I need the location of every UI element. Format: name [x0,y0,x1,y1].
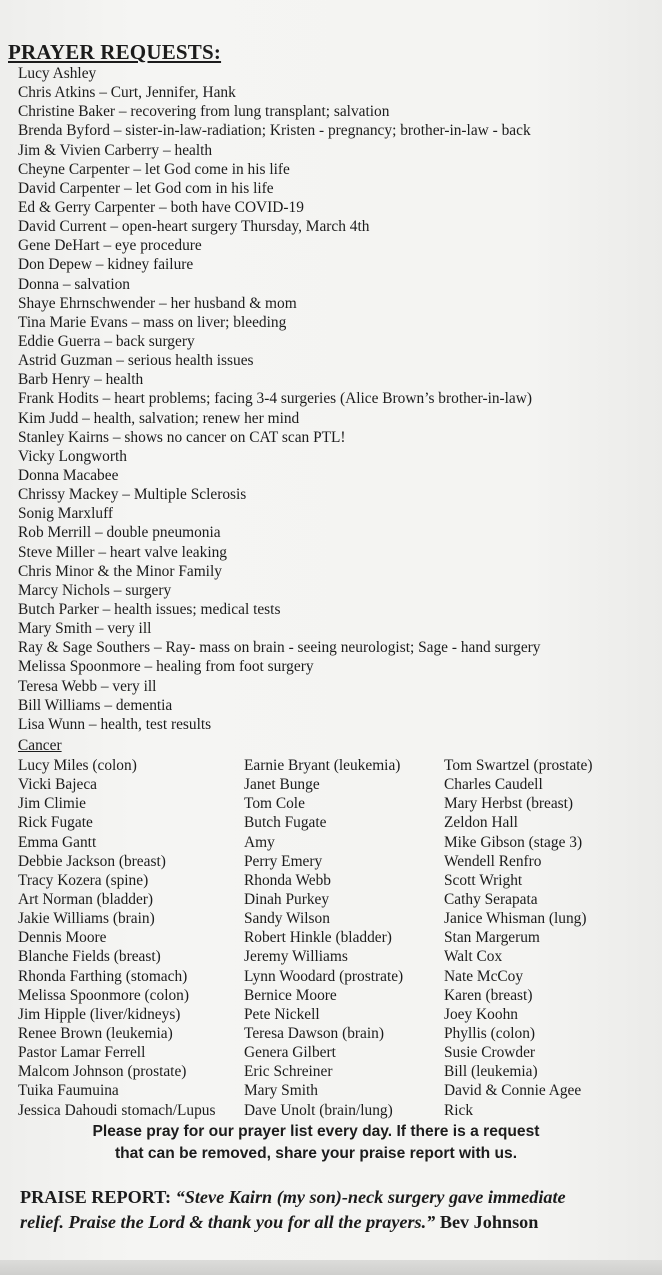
cancer-list-item: Renee Brown (leukemia) [18,1024,173,1042]
cancer-list-item: Art Norman (bladder) [18,890,154,908]
cancer-list-item: Stan Margerum [444,929,540,947]
cancer-list-item: Teresa Dawson (brain) [244,1024,384,1042]
prayer-request-item: Steve Miller – heart valve leaking [18,543,227,561]
cancer-list-item: Eric Schreiner [244,1063,333,1081]
cancer-list-item: Lynn Woodard (prostrate) [244,967,404,985]
prayer-request-item: Donna – salvation [18,275,130,293]
cancer-list-item: Emma Gantt [18,833,97,851]
cancer-list-item: Janice Whisman (lung) [444,910,587,928]
cancer-list-item: Malcom Johnson (prostate) [18,1063,187,1081]
cancer-list-item: Melissa Spoonmore (colon) [18,986,189,1004]
prayer-request-item: Lisa Wunn – health, test results [18,715,212,733]
cancer-list-item: David & Connie Agee [444,1082,582,1100]
prayer-request-item: Astrid Guzman – serious health issues [18,352,254,370]
cancer-list-item: Bernice Moore [244,986,337,1004]
cancer-list-item: Karen (breast) [444,986,533,1004]
cancer-list-item: Vicki Bajeca [18,776,97,794]
cancer-list-item: Mary Smith [244,1082,318,1100]
prayer-request-item: Stanley Kairns – shows no cancer on CAT scan PTL! [18,428,346,446]
cancer-column-1 [18,756,215,1120]
prayer-request-item: Sonig Marxluff [18,505,114,523]
prayer-request-item: David Carpenter – let God com in his life [18,179,274,197]
cancer-list-item: Dennis Moore [18,929,107,947]
prayer-request-item: David Current – open-heart surgery Thursday, March 4th [18,218,370,236]
prayer-request-item: Ray & Sage Southers – Ray- mass on brain - seeing neurologist; Sage - hand surgery [18,639,541,657]
prayer-request-item: Barb Henry – health [18,371,144,389]
cancer-list-item: Rhonda Webb [244,871,331,889]
cancer-list-item: Tuika Faumuina [18,1082,119,1100]
cancer-list-item: Jakie Williams (brain) [18,910,155,928]
prayer-request-item: Don Depew – kidney failure [18,256,194,274]
cancer-list-item: Rick [444,1101,474,1119]
cancer-list-item: Rhonda Farthing (stomach) [18,967,188,985]
prayer-request-item: Tina Marie Evans – mass on liver; bleeding [18,313,287,331]
cancer-list-item: Amy [244,833,275,851]
prayer-request-item: Kim Judd – health, salvation; renew her mind [18,409,300,427]
prayer-request-item: Eddie Guerra – back surgery [18,332,195,350]
praise-report-label: PRAISE REPORT: [20,1187,172,1207]
cancer-list-item: Cathy Serapata [444,890,538,908]
prayer-reminder-line-1: Please pray for our prayer list every day. If there is a request [92,1123,540,1140]
cancer-list-item: Rick Fugate [18,814,93,832]
cancer-list-item: Wendell Renfro [444,852,542,870]
cancer-list-item: Dave Unolt (brain/lung) [244,1101,393,1119]
prayer-request-item: Brenda Byford – sister-in-law-radiation; Kristen - pregnancy; brother-in-law - back [18,122,531,140]
cancer-list-item: Dinah Purkey [244,890,330,908]
cancer-list-item: Zeldon Hall [444,814,518,832]
prayer-request-item: Frank Hodits – heart problems; facing 3-4 surgeries (Alice Brown’s brother-in-law) [18,390,533,408]
praise-report [20,1185,650,1235]
cancer-list-item: Blanche Fields (breast) [18,948,161,966]
prayer-request-item: Chris Atkins – Curt, Jennifer, Hank [18,84,236,102]
cancer-column-2 [244,756,403,1120]
prayer-request-item: Jim & Vivien Carberry – health [18,141,213,159]
cancer-list-item: Debbie Jackson (breast) [18,852,166,870]
prayer-request-item: Vicky Longworth [18,447,127,465]
cancer-list-item: Tom Cole [244,795,305,813]
prayer-request-item: Christine Baker – recovering from lung transplant; salvation [18,103,390,121]
cancer-list-item: Susie Crowder [444,1044,536,1062]
cancer-list-item: Jeremy Williams [244,948,348,966]
prayer-reminder-line-2: that can be removed, share your praise report with us. [114,1145,518,1162]
prayer-request-list [18,64,658,734]
cancer-list-item: Janet Bunge [244,776,320,794]
prayer-request-item: Chris Minor & the Minor Family [18,562,222,580]
page-bottom-edge [0,1260,662,1275]
cancer-list-item: Pete Nickell [244,1005,320,1023]
praise-author: Bev Johnson [439,1212,539,1232]
cancer-list-item: Butch Fugate [244,814,327,832]
prayer-request-item: Marcy Nichols – surgery [18,581,172,599]
prayer-request-item: Bill Williams – dementia [18,696,173,714]
cancer-column-3 [444,756,593,1120]
cancer-list-item: Tom Swartzel (prostate) [444,757,593,774]
cancer-list-item: Walt Cox [444,948,503,966]
cancer-list-item: Mike Gibson (stage 3) [444,833,583,851]
cancer-heading: Cancer [18,737,62,754]
cancer-list-item: Joey Koohn [444,1005,518,1023]
cancer-list-item: Sandy Wilson [244,910,330,928]
cancer-list-item: Jessica Dahoudi stomach/Lupus [18,1101,216,1119]
prayer-request-item: Rob Merrill – double pneumonia [18,524,221,542]
cancer-list-item: Lucy Miles (colon) [18,757,137,774]
praise-quote-line-2: relief. Praise the Lord & thank you for all the prayers.” [20,1212,436,1232]
prayer-request-item: Mary Smith – very ill [18,620,152,638]
prayer-request-item: Gene DeHart – eye procedure [18,237,202,255]
prayer-request-item: Teresa Webb – very ill [18,677,157,695]
cancer-list-item: Jim Climie [18,795,86,813]
prayer-reminder [0,1121,632,1165]
cancer-list-item: Bill (leukemia) [444,1063,538,1081]
prayer-request-item: Lucy Ashley [18,65,97,82]
cancer-list-item: Genera Gilbert [244,1044,336,1062]
prayer-request-item: Cheyne Carpenter – let God come in his life [18,160,290,178]
prayer-request-item: Donna Macabee [18,466,119,484]
prayer-requests-title: PRAYER REQUESTS: [8,40,222,64]
praise-quote-line-1: “Steve Kairn (my son)-neck surgery gave immediate [175,1187,566,1207]
cancer-list-item: Scott Wright [444,871,523,889]
prayer-request-item: Butch Parker – health issues; medical tests [18,600,281,618]
cancer-list-item: Tracy Kozera (spine) [18,871,149,889]
cancer-list-item: Charles Caudell [444,776,543,794]
cancer-list-item: Perry Emery [244,852,323,870]
cancer-list-item: Jim Hipple (liver/kidneys) [18,1005,181,1023]
prayer-request-item: Shaye Ehrnschwender – her husband & mom [18,294,297,312]
prayer-request-item: Ed & Gerry Carpenter – both have COVID-19 [18,198,304,216]
cancer-list-item: Nate McCoy [444,967,524,985]
prayer-request-item: Chrissy Mackey – Multiple Sclerosis [18,486,247,504]
cancer-list-item: Robert Hinkle (bladder) [244,929,392,947]
prayer-request-item: Melissa Spoonmore – healing from foot surgery [18,658,314,676]
cancer-list-item: Pastor Lamar Ferrell [18,1044,146,1062]
cancer-list-item: Earnie Bryant (leukemia) [244,757,401,774]
cancer-list-item: Mary Herbst (breast) [444,795,574,813]
cancer-list-item: Phyllis (colon) [444,1024,536,1042]
